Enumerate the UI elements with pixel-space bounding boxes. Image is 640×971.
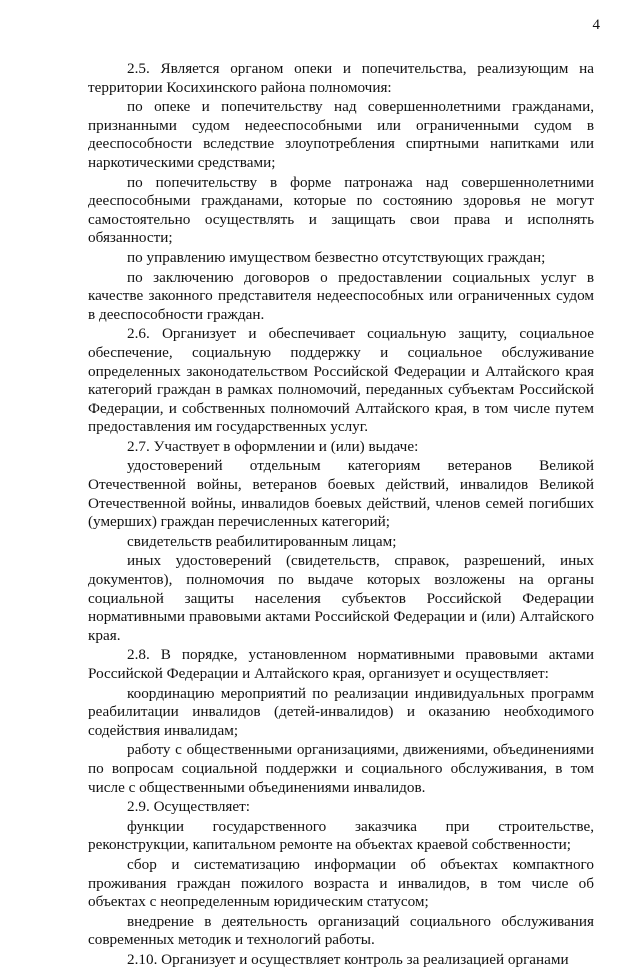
paragraph-2-9: 2.9. Осуществляет: — [127, 798, 251, 816]
paragraph-guardianship: по опеке и попечительству над совершеннолетними гражданами, признанными судом недееспособными или ограниченными судом в дееспособности вследствие злоупотребления спиртными напитками или наркотическими средствами; — [88, 98, 594, 171]
page-number: 4 — [592, 17, 600, 33]
paragraph-2-10: 2.10. Организует и осуществляет контроль за реализацией органами — [127, 950, 569, 968]
paragraph-rehabilitated-certificates: свидетельств реабилитированным лицам; — [127, 532, 397, 550]
paragraph-state-customer: функции государственного заказчика при строительстве, реконструкции, капитальном ремонте на объектах краевой собственности; — [88, 817, 594, 854]
paragraph-rehabilitation-coordination: координацию мероприятий по реализации индивидуальных программ реабилитации инвалидов (детей-инвалидов) и оказанию необходимого содействия инвалидам; — [88, 684, 594, 739]
document-body — [88, 60, 594, 971]
paragraph-2-5: 2.5. Является органом опеки и попечительства, реализующим на территории Косихинского района полномочия: — [88, 60, 594, 96]
paragraph-public-organizations: работу с общественными организациями, движениями, объединениями по вопросам социальной поддержки и социального обслуживания, в том числе с общественными объединениями инвалидов. — [88, 741, 594, 796]
paragraph-2-7: 2.7. Участвует в оформлении и (или) выдаче: — [127, 437, 419, 455]
paragraph-information-collection: сбор и систематизацию информации об объектах компактного проживания граждан пожилого возраста и инвалидов, в том числе об объектах с неопределенным юридическим статусом; — [88, 855, 594, 911]
paragraph-other-certificates: иных удостоверений (свидетельств, справок, разрешений, иных документов), полномочия по выдаче которых возложены на органы социальной защиты населения субъектов Российской Федерации нормативными правовыми актами Российской Федерации и (или) Алтайского края. — [88, 552, 594, 644]
paragraph-2-8: 2.8. В порядке, установленном нормативными правовыми актами Российской Федерации и Алтайского края, организует и осуществляет: — [88, 646, 594, 682]
paragraph-veteran-certificates: удостоверений отдельным категориям ветеранов Великой Отечественной войны, ветеранов боевых действий, инвалидов Великой Отечественной войны, инвалидов боевых действий, членов семей погибших (умерших) граждан перечисленных категорий; — [88, 457, 594, 531]
paragraph-property-management: по управлению имуществом безвестно отсутствующих граждан; — [127, 248, 546, 266]
paragraph-2-6: 2.6. Организует и обеспечивает социальную защиту, социальное обеспечение, социальную поддержку и социальное обслуживание определенных законодательством Российской Федерации и Алтайского края категорий граждан в рамках полномочий, переданных субъектам Российской Федерации, и собственных полномочий Алтайского края, в том числе путем предоставления им государственных услуг. — [88, 325, 594, 436]
paragraph-social-contracts: по заключению договоров о предоставлении социальных услуг в качестве законного представителя недееспособных или ограниченных судом в дееспособности граждан. — [88, 268, 594, 323]
paragraph-methods-implementation: внедрение в деятельность организаций социального обслуживания современных методик и технологий работы. — [88, 912, 594, 949]
paragraph-patronage: по попечительству в форме патронажа над совершеннолетними дееспособными гражданами, которые по состоянию здоровья не могут самостоятельно осуществлять и защищать свои права и исполнять обязанности; — [88, 173, 594, 247]
